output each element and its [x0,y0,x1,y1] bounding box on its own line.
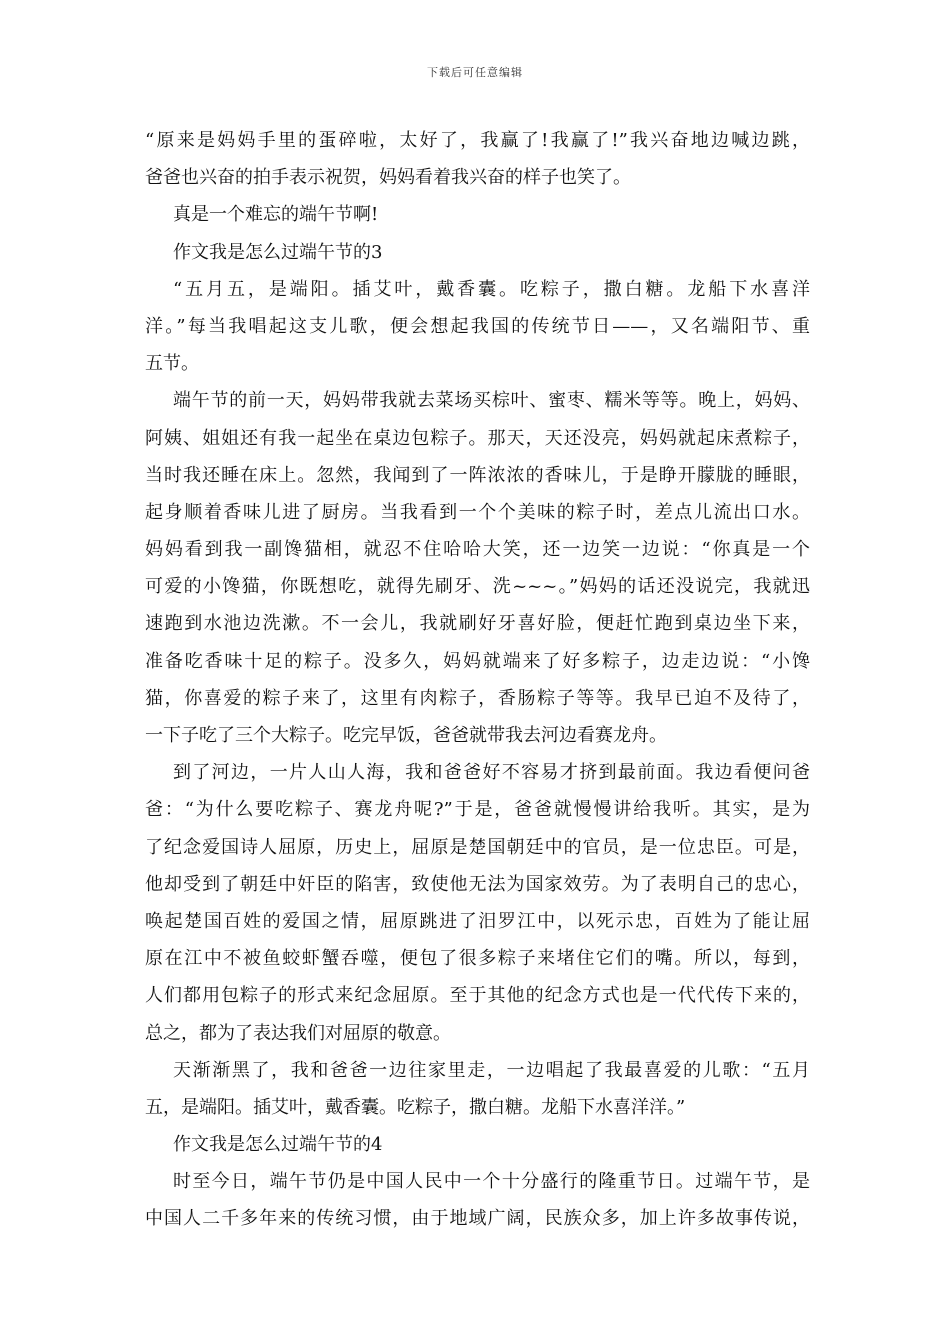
text-line: 人们都用包粽子的形式来纪念屈原。至于其他的纪念方式也是一代代传下来的， [145,985,810,1007]
text-line: 当时我还睡在床上。忽然，我闻到了一阵浓浓的香味儿，于是睁开朦胧的睡眼， [145,464,810,486]
text-line: 阿姨、姐姐还有我一起坐在桌边包粽子。那天，天还没亮，妈妈就起床煮粽子， [145,427,810,449]
text-line: 妈妈看到我一副馋猫相，就忍不住哈哈大笑，还一边笑一边说：“你真是一个 [145,539,810,561]
text-line: 时至今日，端午节仍是中国人民中一个十分盛行的隆重节日。过端午节，是 [173,1171,810,1193]
text-line: 五，是端阳。插艾叶，戴香囊。吃粽子，撒白糖。龙船下水喜洋洋。” [145,1096,686,1118]
text-line: 爸爸也兴奋的拍手表示祝贺，妈妈看着我兴奋的样子也笑了。 [145,167,631,189]
text-line: 原在江中不被鱼蛟虾蟹吞噬，便包了很多粽子来堵住它们的嘴。所以，每到， [145,948,810,970]
text-line: 五节。 [145,353,199,375]
section-heading: 作文我是怎么过端午节的3 [173,241,383,263]
document-body [145,122,810,1238]
text-line: 天渐渐黑了，我和爸爸一边往家里走，一边唱起了我最喜爱的儿歌：“五月 [173,1059,810,1081]
text-line: 他却受到了朝廷中奸臣的陷害，致使他无法为国家效劳。为了表明自己的忠心， [145,873,810,895]
text-line: 速跑到水池边洗漱。不一会儿，我就刷好牙喜好脸，便赶忙跑到桌边坐下来， [145,613,810,635]
text-line: 真是一个难忘的端午节啊! [173,204,379,226]
section-heading: 作文我是怎么过端午节的4 [173,1134,383,1156]
text-line: 准备吃香味十足的粽子。没多久，妈妈就端来了好多粽子，边走边说：“小馋 [145,650,810,672]
text-line: 了纪念爱国诗人屈原，历史上，屈原是楚国朝廷中的官员，是一位忠臣。可是， [145,836,810,858]
text-line: 端午节的前一天，妈妈带我就去菜场买棕叶、蜜枣、糯米等等。晚上，妈妈、 [173,390,810,412]
text-line: 爸：“为什么要吃粽子、赛龙舟呢?”于是，爸爸就慢慢讲给我听。其实，是为 [145,799,810,821]
text-line: 洋。”每当我唱起这支儿歌，便会想起我国的传统节日——，又名端阳节、重 [145,315,810,337]
text-line: 起身顺着香味儿进了厨房。当我看到一个个美味的粽子时，差点儿流出口水。 [145,501,810,523]
text-line: 唤起楚国百姓的爱国之情，屈原跳进了汨罗江中，以死示忠，百姓为了能让屈 [145,910,810,932]
text-line: 猫，你喜爱的粽子来了，这里有肉粽子，香肠粽子等等。我早已迫不及待了， [145,687,810,709]
text-line: “原来是妈妈手里的蛋碎啦，太好了，我赢了!我赢了!”我兴奋地边喊边跳， [145,130,810,151]
text-line: 中国人二千多年来的传统习惯，由于地域广阔，民族众多，加上许多故事传说， [145,1208,810,1230]
text-line: 总之，都为了表达我们对屈原的敬意。 [145,1022,451,1044]
text-line: 一下子吃了三个大粽子。吃完早饭，爸爸就带我去河边看赛龙舟。 [145,725,667,746]
page-header: 下载后可任意编辑 [427,66,523,79]
text-line: “五月五，是端阳。插艾叶，戴香囊。吃粽子，撒白糖。龙船下水喜洋 [173,278,810,300]
text-line: 可爱的小馋猫，你既想吃，就得先刷牙、洗~~~。”妈妈的话还没说完，我就迅 [145,576,810,598]
text-line: 到了河边，一片人山人海，我和爸爸好不容易才挤到最前面。我边看便问爸 [173,762,810,784]
